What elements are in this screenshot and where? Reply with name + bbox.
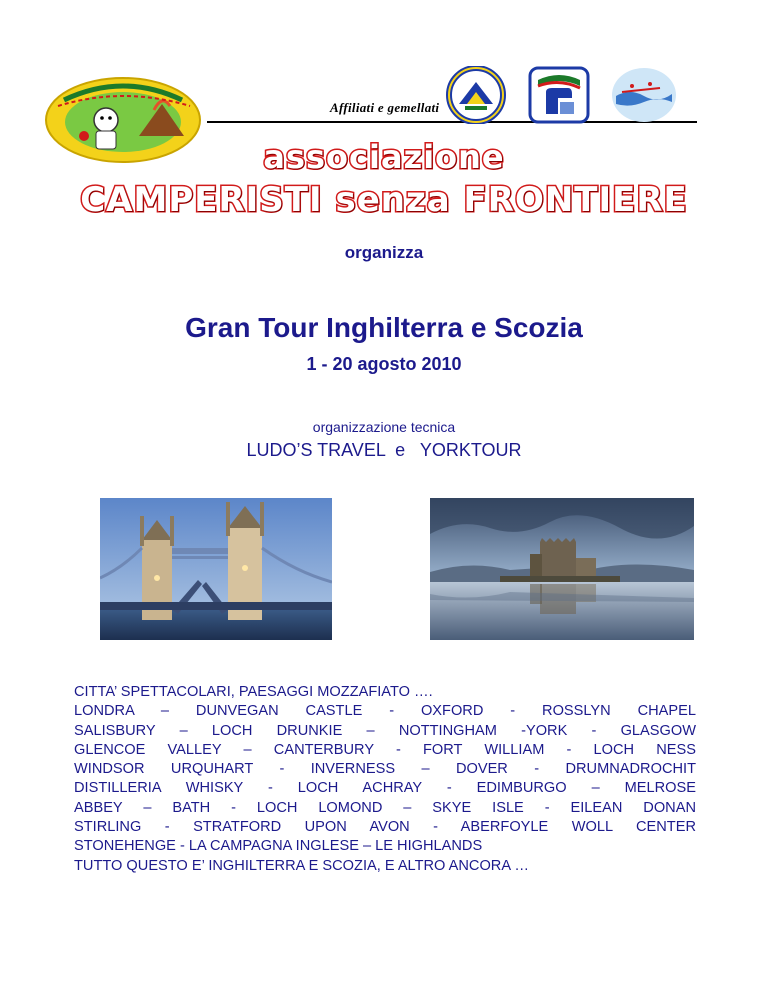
destinations-list xyxy=(74,683,696,876)
camping-club-logo xyxy=(528,66,590,124)
eilean-donan-castle-photo xyxy=(430,498,694,640)
destination-line: GLENCOE VALLEY – CANTERBURY - FORT WILLIAM - LOCH NESS xyxy=(74,741,696,758)
destination-line: SALISBURY – LOCH DRUNKIE – NOTTINGHAM -YORK - GLASGOW xyxy=(74,722,696,739)
tower-bridge-photo xyxy=(100,498,332,640)
affiliati-text: Affiliati e gemellati xyxy=(330,100,440,115)
organizza-label: organizza xyxy=(344,243,424,262)
destination-line: TUTTO QUESTO E’ INGHILTERRA E SCOZIA, E ALTRO ANCORA … xyxy=(74,857,529,874)
partner-logo xyxy=(610,66,678,124)
title-line-1: associazione xyxy=(263,138,505,176)
technical-organization-value: LUDO’S TRAVEL e YORKTOUR xyxy=(246,440,522,460)
destination-line: DISTILLERIA WHISKY - LOCH ACHRAY - EDIMBURGO – MELROSE xyxy=(74,780,696,797)
technical-organization-label: organizzazione tecnica xyxy=(312,419,456,435)
destination-line: STONEHENGE - LA CAMPAGNA INGLESE – LE HIGHLANDS xyxy=(74,838,483,855)
title-line-2: CAMPERISTI senza FRONTIERE xyxy=(80,180,688,220)
destination-line: STIRLING - STRATFORD UPON AVON - ABERFOYLE WOLL CENTER xyxy=(74,819,696,836)
destination-line: LONDRA – DUNVEGAN CASTLE - OXFORD - ROSSLYN CHAPEL xyxy=(74,703,696,720)
tour-dates: 1 - 20 agosto 2010 xyxy=(306,354,462,374)
destination-line: WINDSOR URQUHART - INVERNESS – DOVER - DRUMNADROCHIT xyxy=(74,761,696,778)
destination-line: CITTA’ SPETTACOLARI, PAESAGGI MOZZAFIATO …. xyxy=(74,684,433,700)
destination-line: ABBEY – BATH - LOCH LOMOND – SKYE ISLE - EILEAN DONAN xyxy=(74,799,696,816)
tour-title: Gran Tour Inghilterra e Scozia xyxy=(185,312,583,343)
federazione-logo xyxy=(445,66,507,124)
